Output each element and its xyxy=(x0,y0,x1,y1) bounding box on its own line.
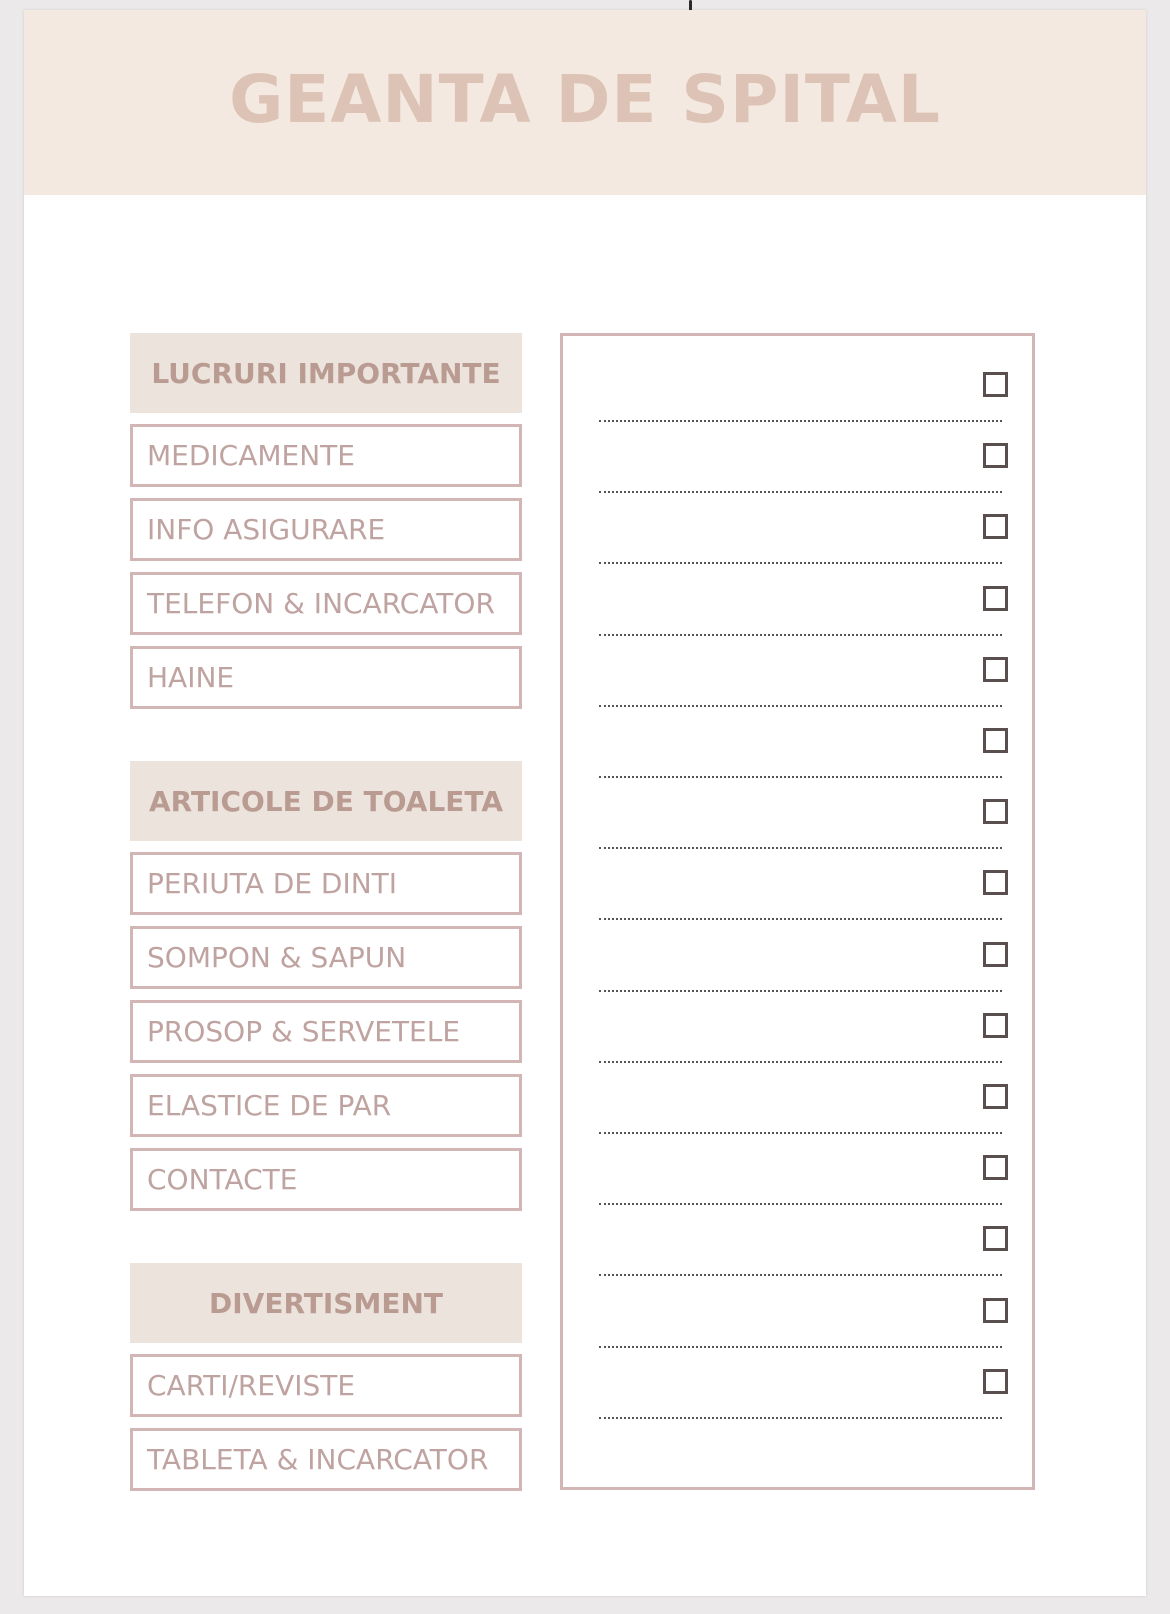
checklist-row xyxy=(563,621,1032,694)
list-item: PERIUTA DE DINTI xyxy=(130,852,522,915)
page-title: GEANTA DE SPITAL xyxy=(229,61,941,138)
checkbox[interactable] xyxy=(983,1013,1008,1038)
list-item: HAINE xyxy=(130,646,522,709)
checkbox[interactable] xyxy=(983,372,1008,397)
checklist-row xyxy=(563,906,1032,979)
section-spacer xyxy=(130,709,522,761)
checkbox[interactable] xyxy=(983,1155,1008,1180)
checklist-row xyxy=(563,1119,1032,1192)
checkbox[interactable] xyxy=(983,1084,1008,1109)
checkbox[interactable] xyxy=(983,870,1008,895)
checklist-row xyxy=(563,407,1032,480)
checkbox[interactable] xyxy=(983,728,1008,753)
checklist-row xyxy=(563,478,1032,551)
checklist-row xyxy=(563,1190,1032,1263)
checklist-row xyxy=(563,550,1032,623)
title-banner xyxy=(24,10,1146,195)
category-list xyxy=(130,333,522,1491)
checkbox[interactable] xyxy=(983,443,1008,468)
checklist-row xyxy=(563,1048,1032,1121)
document-page xyxy=(24,10,1146,1596)
list-item: CARTI/REVISTE xyxy=(130,1354,522,1417)
checklist-row xyxy=(563,977,1032,1050)
list-item: PROSOP & SERVETELE xyxy=(130,1000,522,1063)
checklist-row xyxy=(563,1262,1032,1335)
list-item: ELASTICE DE PAR xyxy=(130,1074,522,1137)
checkbox[interactable] xyxy=(983,1298,1008,1323)
checkbox[interactable] xyxy=(983,942,1008,967)
list-item: TABLETA & INCARCATOR xyxy=(130,1428,522,1491)
checkbox[interactable] xyxy=(983,1369,1008,1394)
checkbox[interactable] xyxy=(983,657,1008,682)
section-header: ARTICOLE DE TOALETA xyxy=(130,761,522,841)
checklist-panel xyxy=(560,333,1035,1490)
checkbox[interactable] xyxy=(983,1226,1008,1251)
section-header: LUCRURI IMPORTANTE xyxy=(130,333,522,413)
list-item: SOMPON & SAPUN xyxy=(130,926,522,989)
section-header: DIVERTISMENT xyxy=(130,1263,522,1343)
checkbox[interactable] xyxy=(983,514,1008,539)
list-item: MEDICAMENTE xyxy=(130,424,522,487)
list-item: CONTACTE xyxy=(130,1148,522,1211)
checkbox[interactable] xyxy=(983,586,1008,611)
dotted-write-line xyxy=(599,1417,1002,1419)
section-spacer xyxy=(130,1211,522,1263)
checkbox[interactable] xyxy=(983,799,1008,824)
checklist-row xyxy=(563,1333,1032,1406)
checklist-row xyxy=(563,763,1032,836)
checklist-row xyxy=(563,692,1032,765)
checklist-row xyxy=(563,834,1032,907)
list-item: INFO ASIGURARE xyxy=(130,498,522,561)
checklist-row xyxy=(563,336,1032,409)
list-item: TELEFON & INCARCATOR xyxy=(130,572,522,635)
